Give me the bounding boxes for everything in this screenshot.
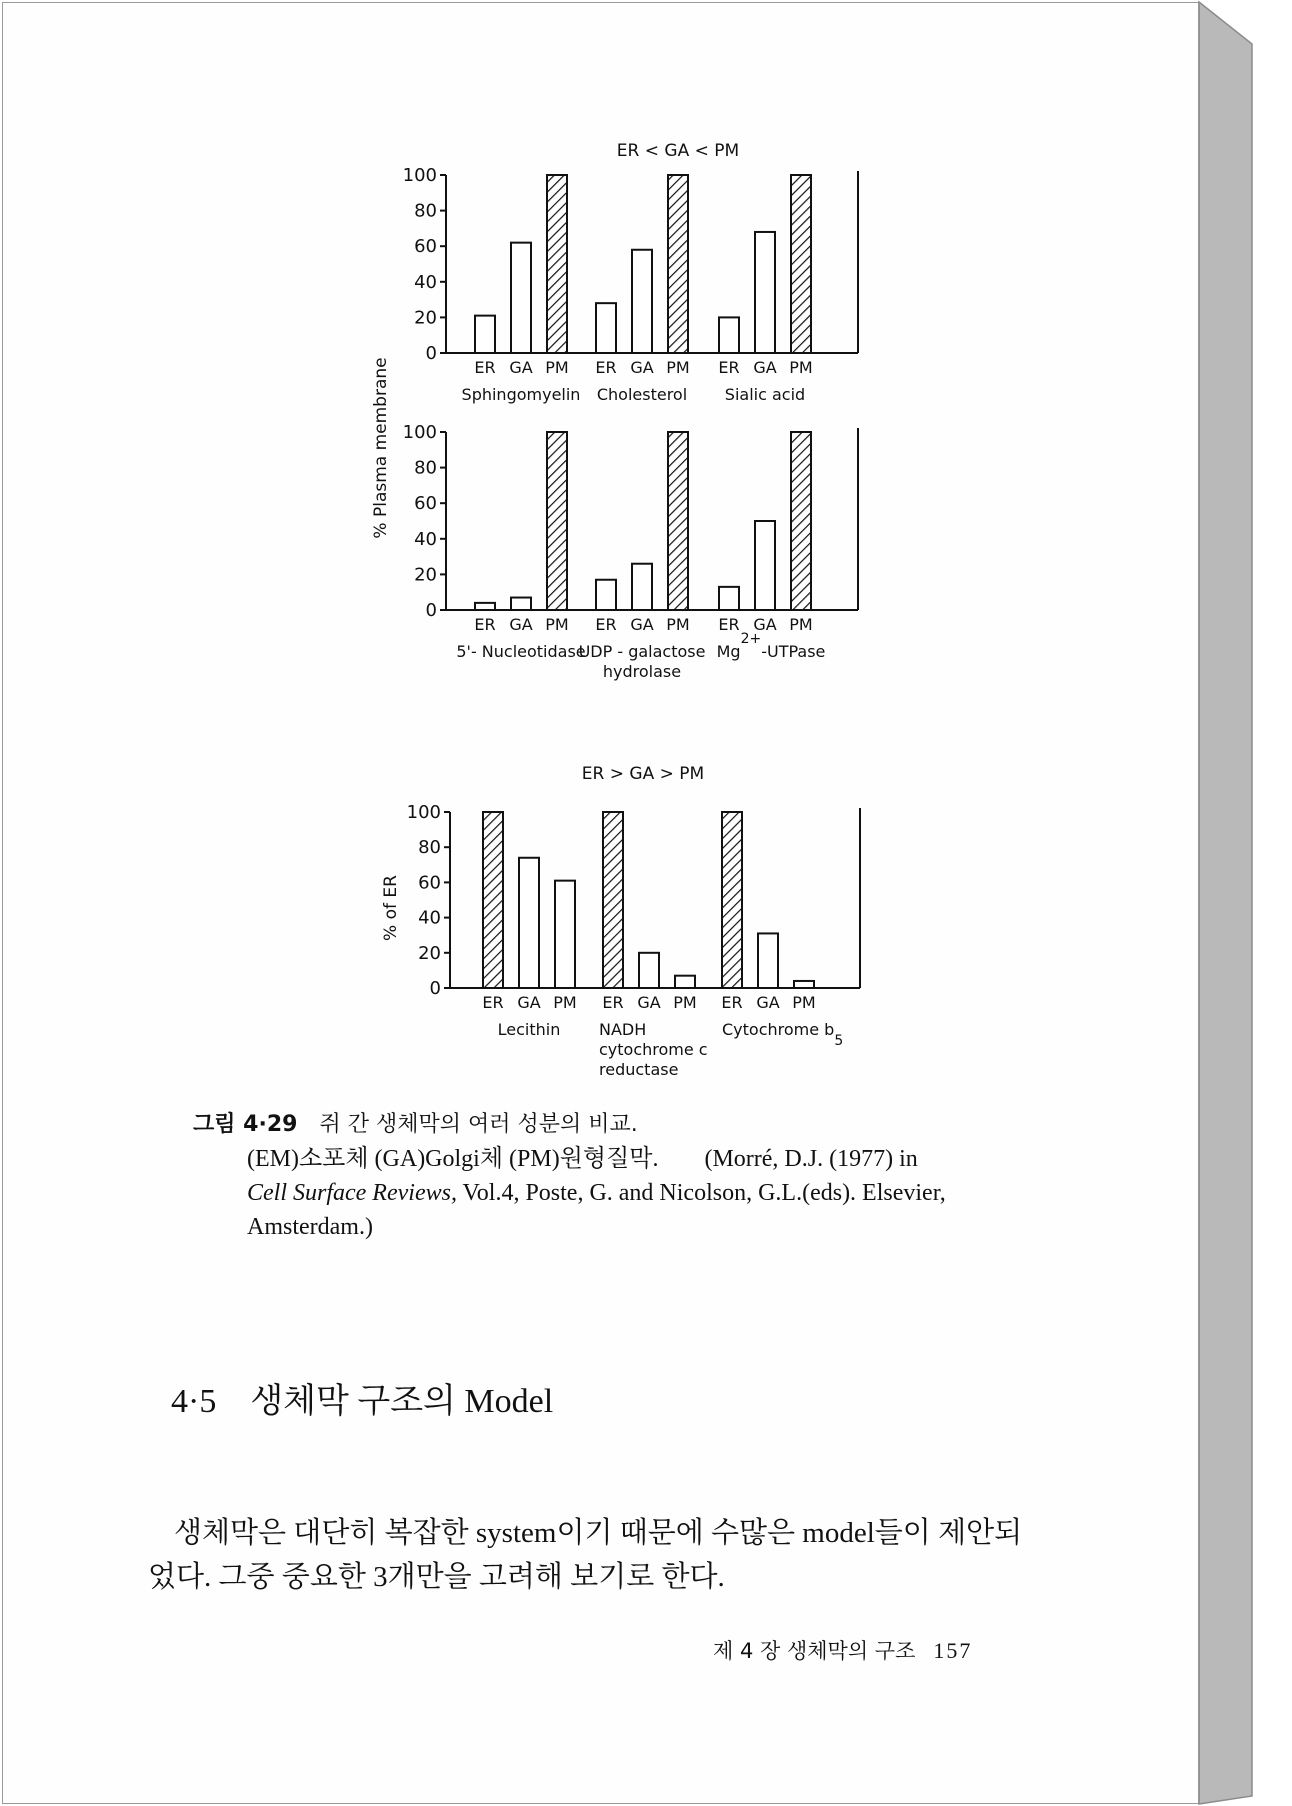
chart-0-category-label: ER xyxy=(718,358,740,377)
chart-0-category-label: ER xyxy=(474,358,496,377)
chart-0-group-label: Cholesterol xyxy=(596,385,688,404)
chart-0-ytick-label: 20 xyxy=(414,307,437,329)
chart-0-ytick-label: 60 xyxy=(414,236,437,258)
chart-0-bar xyxy=(511,243,531,353)
section-heading xyxy=(171,1373,553,1422)
chart-1-category-label: GA xyxy=(630,615,654,634)
chart-2-title: ER > GA > PM xyxy=(581,764,705,784)
chart-2-bar xyxy=(603,812,623,988)
chart-2-ytick-label: 20 xyxy=(418,942,441,964)
chart-2-category-label: ER xyxy=(721,993,743,1012)
section-title: 생체막 구조의 Model xyxy=(250,1383,554,1420)
chart-0-category-label: GA xyxy=(630,358,654,377)
chart-0-bar xyxy=(755,232,775,353)
chart-2-category-label: PM xyxy=(673,993,697,1012)
chart-1-bar xyxy=(475,603,495,610)
chart-1-category-label: PM xyxy=(545,615,569,634)
chart-0-category-label: PM xyxy=(666,358,690,377)
chart-1-group-label-2: hydrolase xyxy=(602,662,682,681)
chart-1-bar xyxy=(791,432,811,610)
chart-plasma-membrane-lipids xyxy=(3,3,1199,1103)
body-paragraph xyxy=(148,1511,1068,1599)
chart-0-bar xyxy=(547,175,567,353)
chart-1-ytick-label: 100 xyxy=(402,422,437,443)
chart-2-bar xyxy=(483,812,503,988)
footer-chapter: 제 4 장 생체막의 구조 xyxy=(713,1639,916,1663)
chart-0-category-label: GA xyxy=(509,358,533,377)
chart-2-ytick-label: 0 xyxy=(429,978,441,999)
chart-1-ytick-label: 40 xyxy=(414,528,437,550)
chart-2-category-label: ER xyxy=(482,993,504,1012)
chart-1-category-label: GA xyxy=(753,615,777,634)
caption-line-4: Amsterdam.) xyxy=(247,1214,373,1240)
chart-0-bar xyxy=(632,250,652,353)
page-number: 157 xyxy=(933,1638,973,1663)
chart-0-title: ER < GA < PM xyxy=(616,141,740,161)
caption-line-3 xyxy=(193,1176,1043,1210)
chart-1-category-label: ER xyxy=(474,615,496,634)
chart-2-bar xyxy=(639,953,659,988)
chart-2-y-axis-label: % of ER xyxy=(381,875,401,941)
chart-2-category-label: GA xyxy=(637,993,661,1012)
chart-0-ytick-label: 40 xyxy=(414,271,437,293)
chart-2-ytick-label: 40 xyxy=(418,907,441,929)
chart-0-category-label: PM xyxy=(789,358,813,377)
body-line-2: 었다. 그중 중요한 3개만을 고려해 보기로 한다. xyxy=(148,1561,725,1593)
chart-2-category-label: GA xyxy=(517,993,541,1012)
chart-2-group-label: Cytochrome b5 xyxy=(722,1020,844,1049)
page xyxy=(2,2,1200,1804)
caption-heading xyxy=(193,1108,1043,1142)
chart-2-group-label-3: reductase xyxy=(599,1060,679,1079)
chart-2-ytick-label: 60 xyxy=(418,872,441,894)
chart-2-group-label: NADH xyxy=(599,1020,647,1039)
chart-1-bar xyxy=(668,432,688,610)
chart-0-ytick-label: 100 xyxy=(402,165,437,186)
figure-title: 쥐 간 생체막의 여러 성분의 비교. xyxy=(319,1112,638,1137)
chart-1-bar xyxy=(755,521,775,610)
chart-1-ytick-label: 20 xyxy=(414,564,437,586)
chart-2-group-label-2: cytochrome c xyxy=(599,1040,708,1059)
body-line-1: 생체막은 대단히 복잡한 system이기 때문에 수많은 model들이 제안되 xyxy=(174,1517,1023,1549)
chart-1-ytick-label: 0 xyxy=(425,600,437,621)
caption-reference: (Morré, D.J. (1977) in xyxy=(704,1146,918,1172)
chart-0-bar xyxy=(668,175,688,353)
chart-1-category-label: PM xyxy=(666,615,690,634)
chart-2-category-label: PM xyxy=(553,993,577,1012)
running-footer xyxy=(713,1635,972,1665)
figure-label: 그림 4·29 xyxy=(193,1112,298,1137)
chart-1-bar xyxy=(632,564,652,610)
chart-1-group-label: 5'- Nucleotidase xyxy=(456,642,586,661)
chart-2-category-label: PM xyxy=(792,993,816,1012)
chart-2-bar xyxy=(794,981,814,988)
chart-0-category-label: PM xyxy=(545,358,569,377)
caption-citation: Vol.4, Poste, G. and Nicolson, G.L.(eds). Elsevier, xyxy=(462,1180,946,1206)
chart-0-category-label: ER xyxy=(595,358,617,377)
caption-journal: Cell Surface Reviews, xyxy=(247,1180,457,1206)
chart-2-bar xyxy=(555,881,575,988)
chart-2-ytick-label: 80 xyxy=(418,837,441,859)
chart-0-bar xyxy=(719,317,739,353)
caption-line-2 xyxy=(193,1142,1043,1176)
chart-0-ytick-label: 80 xyxy=(414,200,437,222)
chart-0-y-axis-label: % Plasma membrane xyxy=(371,357,391,539)
chart-2-bar xyxy=(722,812,742,988)
chart-1-bar xyxy=(719,587,739,610)
chart-1-ytick-label: 80 xyxy=(414,457,437,479)
chart-1-category-label: GA xyxy=(509,615,533,634)
chart-1-bar xyxy=(596,580,616,610)
section-number: 4·5 xyxy=(171,1383,217,1420)
chart-1-category-label: ER xyxy=(595,615,617,634)
chart-1-bar xyxy=(547,432,567,610)
chart-2-bar xyxy=(519,858,539,988)
figure-caption xyxy=(193,1108,1043,1244)
chart-0-group-label: Sialic acid xyxy=(724,385,806,404)
chart-2-ytick-label: 100 xyxy=(406,802,441,823)
chart-0-ytick-label: 0 xyxy=(425,343,437,364)
chart-1-ytick-label: 60 xyxy=(414,493,437,515)
chart-1-category-label: PM xyxy=(789,615,813,634)
chart-0-category-label: GA xyxy=(753,358,777,377)
chart-0-group-label: Sphingomyelin xyxy=(461,385,581,404)
chart-0-bar xyxy=(791,175,811,353)
chart-2-bar xyxy=(758,933,778,988)
chart-1-category-label: ER xyxy=(718,615,740,634)
chart-2-bar xyxy=(675,976,695,988)
chart-2-group-label: Lecithin xyxy=(497,1020,561,1039)
chart-1-bar xyxy=(511,598,531,610)
chart-1-group-label: UDP - galactose xyxy=(578,642,706,661)
caption-abbreviations: (EM)소포체 (GA)Golgi체 (PM)원형질막. xyxy=(247,1146,659,1172)
chart-0-bar xyxy=(475,316,495,353)
chart-0-bar xyxy=(596,303,616,353)
chart-1-group-label: Mg2+-UTPase xyxy=(716,631,826,661)
chart-2-category-label: GA xyxy=(756,993,780,1012)
chart-2-category-label: ER xyxy=(602,993,624,1012)
